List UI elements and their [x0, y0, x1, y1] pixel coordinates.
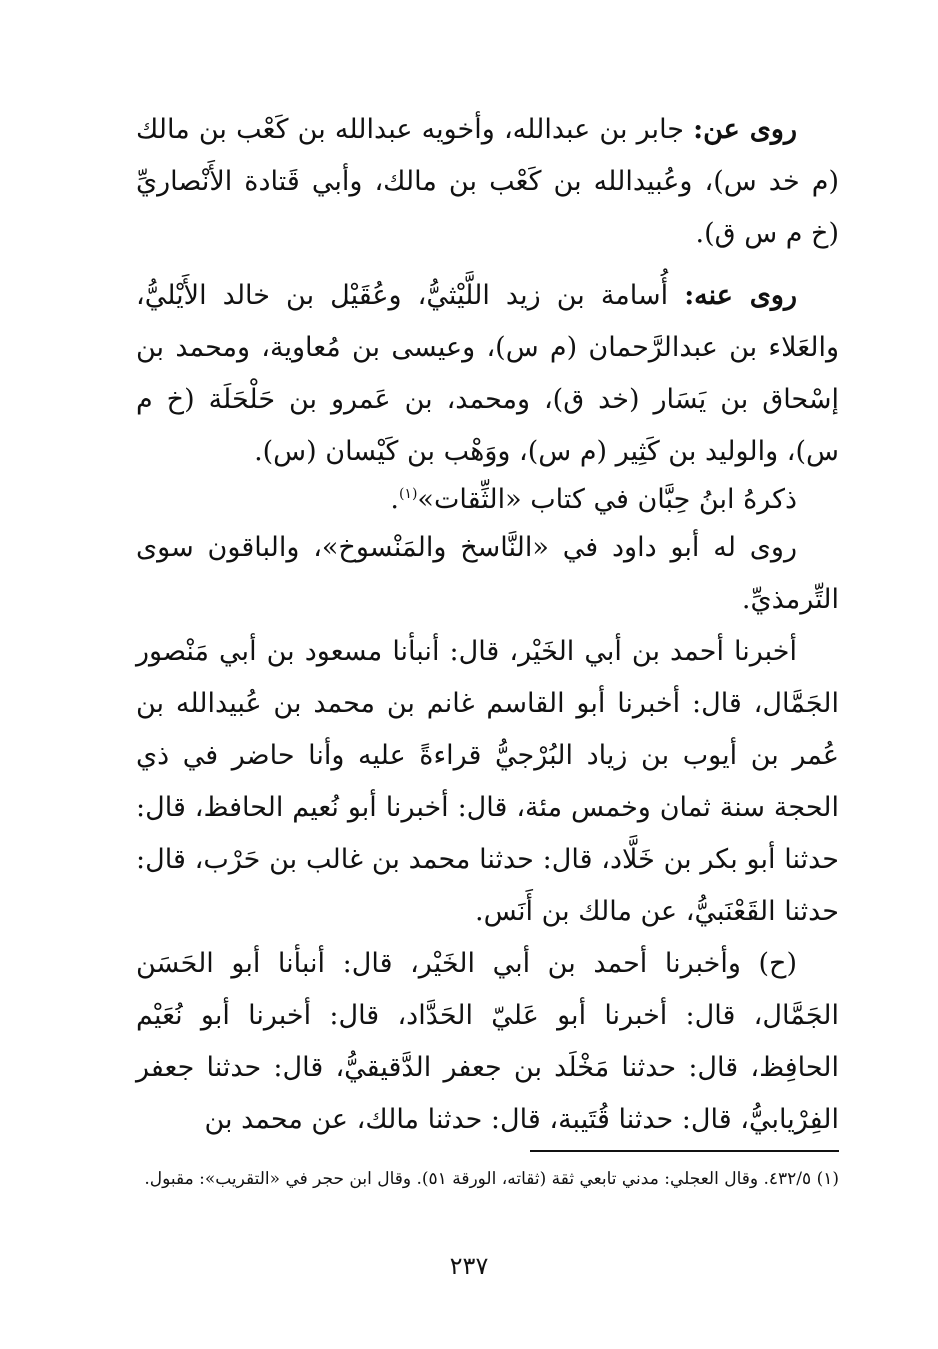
- narrators-from-him-label: روى عنه:: [684, 280, 798, 311]
- mention-paragraph: [136, 478, 839, 522]
- isnad-paragraph-1: أخبرنا أحمد بن أبي الخَيْر، قال: أنبأنا مسعود بن أبي مَنْصور الجَمَّال، قال: أخبرنا أبو القاسم غانم بن محمد بن عُبيدالله بن عُمر بن أيوب بن زياد البُرْجيُّ قراءةً عليه وأنا حاضر في ذي الحجة سنة ثمان وخمس مئة، قال: أخبرنا أبو نُعيم الحافظ، قال: حدثنا أبو بكر بن خَلَّاد، قال: حدثنا محمد بن غالب بن حَرْب، قال: حدثنا القَعْنَبيُّ، عن مالك بن أَنَس.: [136, 636, 839, 927]
- narrated-from-paragraph: [136, 104, 839, 260]
- page-number: ٢٣٧: [449, 1252, 489, 1280]
- footnote: (١) ٤٣٢/٥. وقال العجلي: مدني تابعي ثقة (ثقاته، الورقة ٥١). وقال ابن حجر في «التقريب»: مقبول.: [144, 1169, 839, 1189]
- narrated-from-label: روى عن:: [693, 114, 797, 145]
- footnote-divider: [530, 1150, 839, 1152]
- body-text-2: [136, 270, 839, 1146]
- narrators-from-him-text: أُسامة بن زيد اللَّيْثيُّ، وعُقَيْل بن خالد الأَيْليُّ، والعَلاء بن عبدالرَّحمان (م س)، وعيسى بن مُعاوية، ومحمد بن إسْحاق بن يَسَار (خد ق)، ومحمد، بن عَمرو بن حَلْحَلَة (خ م س)، والوليد بن كَثِير (م س)، ووَهْب بن كَيْسان (س).: [136, 280, 839, 467]
- narrated-from-text: جابر بن عبدالله، وأخويه عبدالله بن كَعْب بن مالك (م خد س)، وعُبيدالله بن كَعْب بن مالك، وأبي قَتادة الأَنْصاريِّ (خ م س ق).: [136, 114, 839, 249]
- footnote-reference: (١): [398, 486, 418, 502]
- narrators-from-him-paragraph: [136, 270, 839, 478]
- transmitted-by-paragraph: روى له أبو داود في «النَّاسخ والمَنْسوخ»، والباقون سوى التِّرمذيِّ.: [136, 532, 839, 615]
- body-text: [136, 104, 839, 260]
- mention-text: ذكرهُ ابنُ حِبَّان في كتاب «الثِّقات»: [417, 484, 797, 515]
- mention-end: .: [390, 484, 399, 515]
- isnad-paragraph-2: (ح) وأخبرنا أحمد بن أبي الخَيْر، قال: أنبأنا أبو الحَسَن الجَمَّال، قال: أخبرنا أبو عَليّ الحَدَّاد، قال: أخبرنا أبو نُعَيْم الحافِظ، قال: حدثنا مَخْلَد بن جعفر الدَّقيقيُّ، قال: حدثنا جعفر الفِرْيابيُّ، قال: حدثنا قُتَيبة، قال: حدثنا مالك، عن محمد بن: [136, 948, 839, 1135]
